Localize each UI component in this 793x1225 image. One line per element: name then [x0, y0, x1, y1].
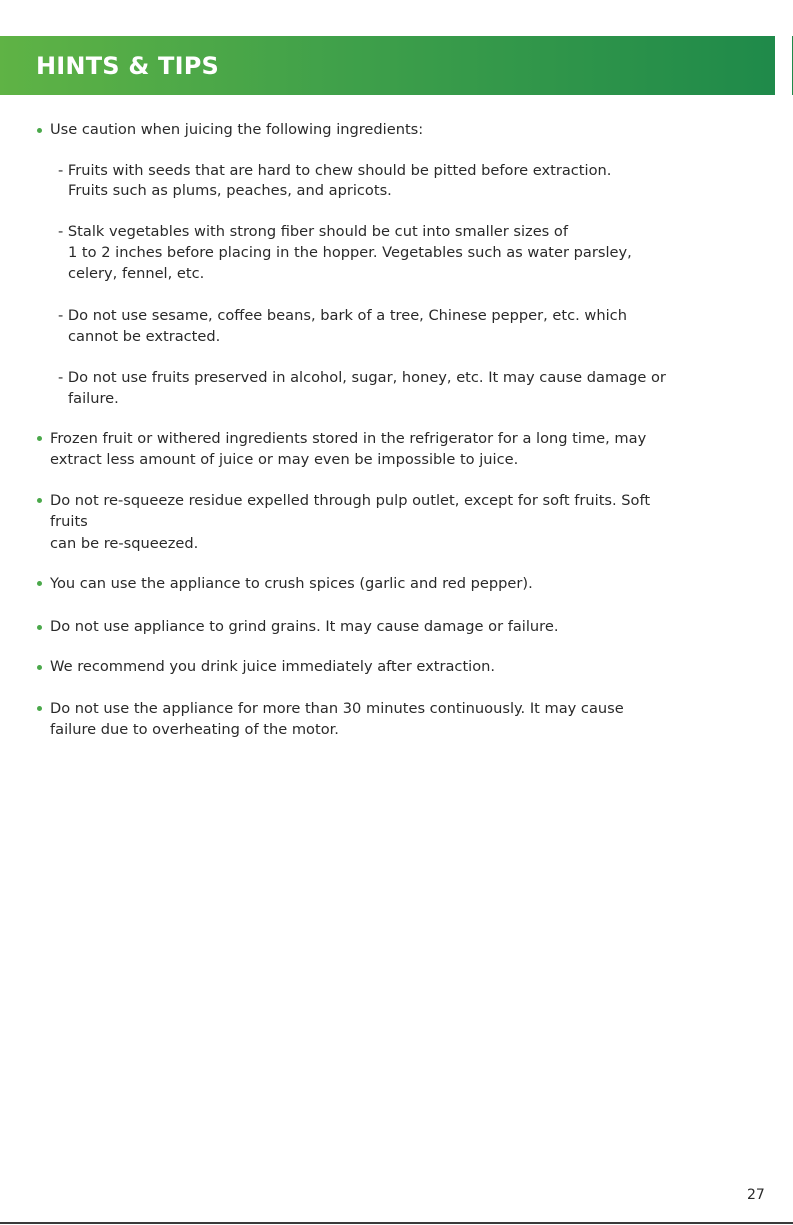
- page-number: 27: [747, 1187, 765, 1203]
- tip-frozen-line2: extract less amount of juice or may even be impossible to juice.: [50, 451, 519, 468]
- tip-preserved-line2: failure.: [68, 390, 119, 407]
- tip-grains: Do not use appliance to grind grains. It may cause damage or failure.: [50, 618, 559, 635]
- bullet-icon: [37, 498, 42, 503]
- tip-residue-line2: fruits: [50, 513, 88, 530]
- tip-stalk-line2: 1 to 2 inches before placing in the hopper. Vegetables such as water parsley,: [68, 244, 632, 261]
- tip-preserved-line1: - Do not use fruits preserved in alcohol, sugar, honey, etc. It may cause damage or: [58, 369, 666, 386]
- tip-residue-line1: Do not re-squeeze residue expelled through pulp outlet, except for soft fruits. Soft: [50, 492, 651, 509]
- bullet-icon: [37, 581, 42, 586]
- tip-drink: We recommend you drink juice immediately after extraction.: [50, 658, 496, 675]
- bullet-icon: [37, 665, 42, 670]
- tip-sesame-line1: - Do not use sesame, coffee beans, bark of a tree, Chinese pepper, etc. which: [58, 307, 627, 324]
- page-title: HINTS & TIPS: [36, 52, 219, 80]
- tip-overheat-line2: failure due to overheating of the motor.: [50, 721, 339, 738]
- tip-stalk-line3: celery, fennel, etc.: [68, 265, 205, 282]
- bullet-icon: [37, 128, 42, 133]
- tip-caution-intro: Use caution when juicing the following ingredients:: [50, 121, 424, 138]
- tip-stalk-line1: - Stalk vegetables with strong fiber should be cut into smaller sizes of: [58, 223, 568, 240]
- tip-seeds-line1: - Fruits with seeds that are hard to chew should be pitted before extraction.: [58, 162, 612, 179]
- tip-spices: You can use the appliance to crush spices (garlic and red pepper).: [50, 575, 533, 592]
- tip-residue-line3: can be re-squeezed.: [50, 535, 199, 552]
- tip-sesame-line2: cannot be extracted.: [68, 328, 221, 345]
- bottom-rule: [0, 1222, 793, 1224]
- bullet-icon: [37, 706, 42, 711]
- bullet-icon: [37, 625, 42, 630]
- tip-frozen-line1: Frozen fruit or withered ingredients stored in the refrigerator for a long time, may: [50, 430, 647, 447]
- tip-overheat-line1: Do not use the appliance for more than 30 minutes continuously. It may cause: [50, 700, 624, 717]
- tip-seeds-line2: Fruits such as plums, peaches, and apricots.: [68, 182, 392, 199]
- bullet-icon: [37, 436, 42, 441]
